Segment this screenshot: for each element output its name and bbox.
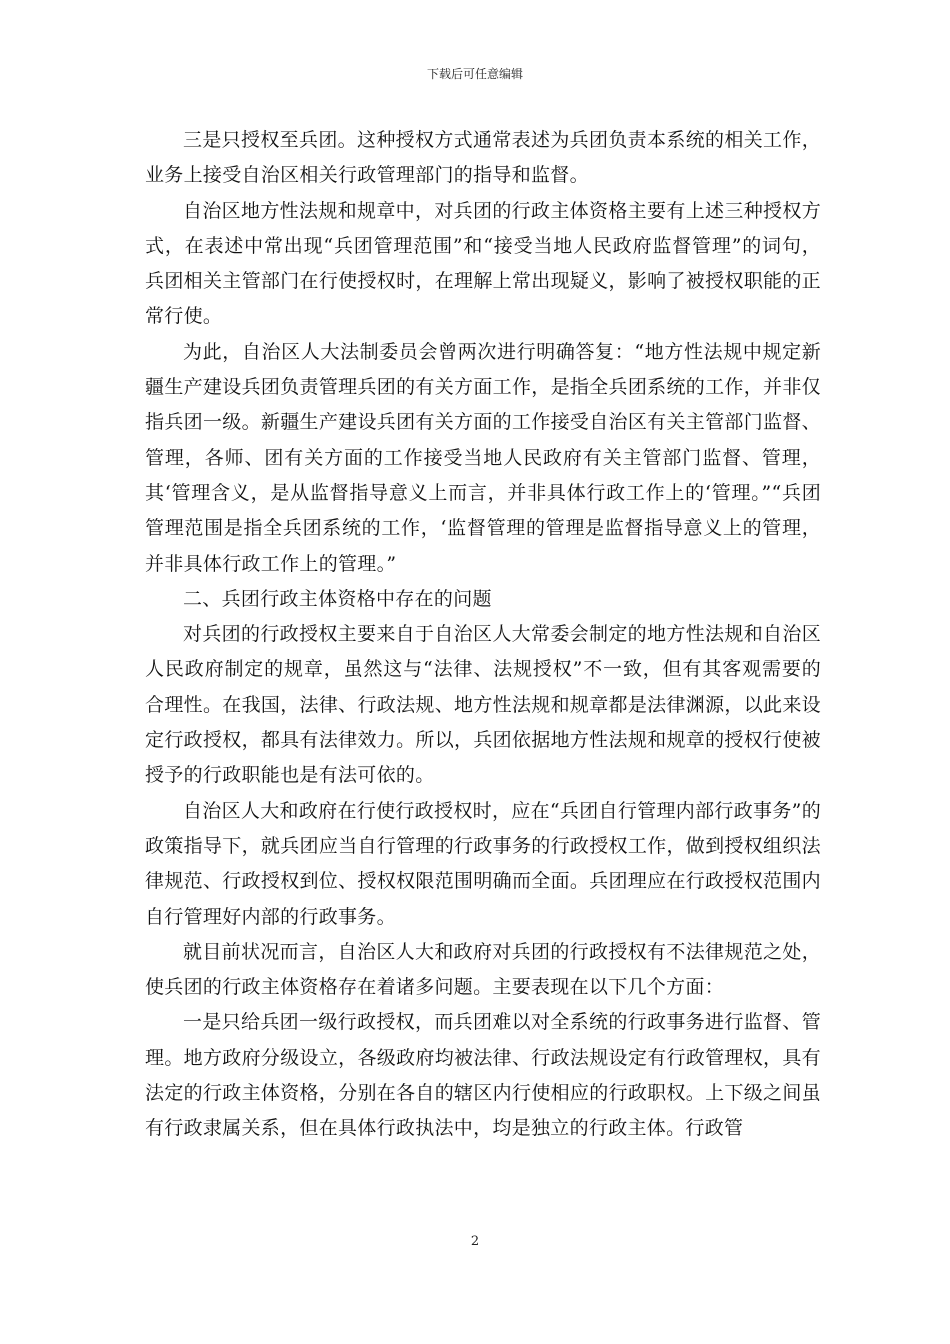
paragraph-authorization-type-three: 三是只授权至兵团。这种授权方式通常表述为兵团负责本系统的相关工作，业务上接受自治区相关行政管理部门的指导和监督。 <box>145 129 821 187</box>
paragraph-policy-guidance: 自治区人大和政府在行使行政授权时，应在“兵团自行管理内部行政事务”的政策指导下，就兵团应当自行管理的行政事务的行政授权工作，做到授权组织法律规范、行政授权到位、授权权限范围明确而全面。兵团理应在行政授权范围内自行管理好内部的行政事务。 <box>145 799 821 928</box>
page-header: 下载后可任意编辑 <box>426 67 523 81</box>
paragraph-legal-committee-reply: 为此，自治区人大法制委员会曾两次进行明确答复：“地方性法规中规定新疆生产建设兵团负责管理兵团的有关方面工作，是指全兵团系统的工作，并非仅指兵团一级。新疆生产建设兵团有关方面的工作接受自治区有关主管部门监督、管理，各师、团有关方面的工作接受当地人民政府有关主管部门监督、管理，其‘管理含义，是从监督指导意义上而言，并非具体行政工作上的‘管理。”“兵团管理范围是指全兵团系统的工作，‘监督管理的管理是监督指导意义上的管理，并非具体行政工作上的管理。” <box>145 340 821 575</box>
paragraph-three-authorization-methods: 自治区地方性法规和规章中，对兵团的行政主体资格主要有上述三种授权方式，在表述中常出现“兵团管理范围”和“接受当地人民政府监督管理”的词句，兵团相关主管部门在行使授权时，在理解上常出现疑义，影响了被授权职能的正常行使。 <box>145 199 821 328</box>
paragraph-issue-one: 一是只给兵团一级行政授权，而兵团难以对全系统的行政事务进行监督、管理。地方政府分级设立，各级政府均被法律、行政法规设定有行政管理权，具有法定的行政主体资格，分别在各自的辖区内行使相应的行政职权。上下级之间虽有行政隶属关系，但在具体行政执法中，均是独立的行政主体。行政管 <box>145 1011 821 1140</box>
section-heading-problems: 二、兵团行政主体资格中存在的问题 <box>183 587 492 610</box>
paragraph-current-situation: 就目前状况而言，自治区人大和政府对兵团的行政授权有不法律规范之处，使兵团的行政主体资格存在着诸多问题。主要表现在以下几个方面： <box>145 940 821 999</box>
page-number: 2 <box>470 1234 480 1249</box>
paragraph-authorization-source: 对兵团的行政授权主要来自于自治区人大常委会制定的地方性法规和自治区人民政府制定的规章，虽然这与“法律、法规授权”不一致，但有其客观需要的合理性。在我国，法律、行政法规、地方性法规和规章都是法律渊源，以此来设定行政授权，都具有法律效力。所以，兵团依据地方性法规和规章的授权行使被授予的行政职能也是有法可依的。 <box>145 623 821 787</box>
document-body <box>145 123 821 1147</box>
